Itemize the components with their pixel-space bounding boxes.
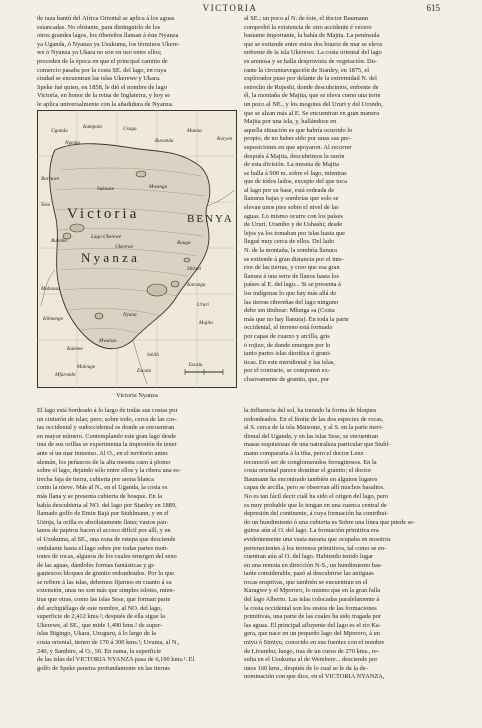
text-line: al S. cerca de la isla Maisome, y al S. en la parte meri- [244,424,384,432]
text-line: de las islas del VICTORIA NYANZA pasa de 6,100 kms.². El [37,656,195,664]
text-line: propio, de no haber sido por unas sus pre- [244,135,352,143]
region-label: BENYA [187,213,234,225]
lake-map [37,110,237,388]
place-label: Lago Ukerewe [91,234,122,240]
page-number: 615 [426,3,440,13]
text-line: rior de las tierras, y creo que esa gran [244,264,340,272]
text-line: por el contrario, se componen ex- [244,367,330,375]
text-line: de Livumbu; luego, tras de un curso de 270 kms., re- [244,647,380,655]
text-line: del lago Alberto. Las islas colocadas paralelamente á [244,596,380,604]
text-line: suposiciones en que apoyaron. Al recorrer [244,143,352,151]
text-line: de Ururi, Urambo y de Ushashi; desde [244,221,343,229]
text-line: trecha faja de tierra, cubierta por arena blanca [37,475,155,483]
text-line: aquella situación es que habría ocurrido lo [244,126,353,134]
text-line: costa oriental, tienen de 170 á 300 kms.²; Uvuma, al N., [37,639,180,647]
text-line: we ó Nyanza ya Ukara no son en uso entre ellos; [37,49,162,57]
text-line: do un hundimiento ó una cubierta es Sobre una línea que puede se- [244,518,416,526]
place-label: Ngoma [65,140,80,146]
text-line: tones de rocas, algunos de los cuales emergen del seno [37,553,177,561]
place-label: Shirati [187,266,202,272]
text-line: primitivas, una parte de las cuales ha sido tragada por [244,613,381,621]
place-label: Uganda [51,128,68,134]
text-line: tras que otras, como las islas Sese, que forman parte [37,596,171,604]
text-line: Majita por una isla, y, hallándose en [244,118,337,126]
place-label: Majita [199,320,213,326]
text-line: tas occidental y sudoccidental es donde se encuentran [37,424,175,432]
text-line: que se extiende entre estos dos brazos de mar se eleva [244,40,383,48]
text-line: islas Bigingo, Ukara, Uzuguru, á lo largo de la [37,630,156,638]
text-line: capas de arcilla, pero se observan allí muchos basaltos. [244,484,385,492]
place-label: Koryen [217,136,233,142]
text-line: ondulante hasta el lago sobre por todas partes mon- [37,544,169,552]
text-line: nominación con que dice, en el VICTORIA NYANZA, [244,673,385,681]
map-caption: Victoria Nyanza [116,392,158,399]
text-line: Usinja, la orilla es absolutamente llana; vastos pan- [37,518,169,526]
text-line: guirse aún al O. del lago. La formación primitiva era [244,527,379,535]
text-line: se halla á 900 m. sobre el lago, mientras [244,169,347,177]
text-column-top-right [244,15,444,403]
text-line: sulta en el Usukuma al de Wembere... desciende por [244,656,378,664]
place-label: Sukause [97,186,114,192]
text-line: llamado golfo de Emin Bajá por Stuhlmann, y en el [37,510,169,518]
text-line: llanuras bajas y sombrías que solo se [244,195,339,203]
text-line: ticas. En este meridional y las islas, [244,358,335,366]
place-label: Mwanza [99,338,117,344]
text-line: cuentran aún al O. del lago. Habiendo tenido lugar [244,553,374,561]
scale-label: Escala [189,363,203,368]
text-line: ó rojizo, de donde emergen por lo [244,341,331,349]
text-line: miyu ó Simiyu, conocido en sus fuentes con el nombre [244,639,385,647]
text-line: como la nieve. Más al N., en el Uganda, la costa es [37,484,168,492]
place-label: Kuleme [67,346,83,352]
text-line: redondeados. En el límite de las dos especies de rocas, [244,415,384,423]
page-header [28,3,440,15]
text-line: otros grandes lagos, los ribereños llaman á éste Nyanza [37,32,179,40]
text-line: bahía descubierta al NO. del lago por Stanley en 1889, [37,501,177,509]
place-label: Bukoba [51,238,67,244]
text-line: El lago está bordeado á lo largo de todas sus costas por [37,407,178,414]
text-line: bastante importante, la bahía de Majita. La península [244,32,380,40]
text-line: de raza bantú del África Oriental se aplica á los aguas [37,15,175,22]
text-line: 240, y Sanibire, al O., 56. En suma, la superficie [37,647,162,655]
text-column-top-left [37,15,230,108]
text-line: ciudad se encuentran las islas Ukerewe y Ukara. [37,75,161,83]
text-line: que se alzan más al E. Se encuentran en gran manera [244,109,380,117]
text-line: extensión, unas no son más que simples islotes, mien- [37,587,175,595]
text-line: países al E. del lago... Si se presenta á [244,281,341,289]
text-line: superficie de 2,412 kms.²; después de ella sigue la [37,613,165,621]
place-label: Kampala [83,124,103,130]
text-line: un poco al NE., y los mogotes del Ururi y del Urondo, [244,100,383,108]
text-line: Baumann ha encontrado también en algunos lugares [244,475,378,483]
text-line: pertenecientes á los terrenos primitivos, tal como se en- [244,544,387,552]
text-line: ya Uganda, ó Nyanza ya Usukuma, los términos Ukere- [37,40,180,48]
text-line: proceden de la época en que el principal camino de [37,57,168,65]
place-label: Sese [41,202,51,208]
text-line: Karagwe y el Mpororo, lo mismo que en la gran falla [244,587,381,595]
text-line: masas esquistosas de una naturaleza particular que Stuhl- [244,441,391,449]
text-line: unos 160 kms., después de lo cual se le da la de- [244,664,368,672]
text-line: golfo de Speke penetra profundamente en las tierras [37,664,170,672]
text-line: el Uzukuma, al SE., una zona de estepa que desciende [37,535,176,543]
text-line: evidentemente una vasta meseta que ocupaba en nosotros [244,535,391,543]
text-line: llegué muy cerca de ellos. Del lado [244,238,334,246]
text-line: por capas de cuarzo y arcilla, gris [244,332,330,340]
text-line: mann compararía á la tiba, pero el doctor Lenz [244,449,364,457]
text-line: costa oriental parece dominar el granito; el doctor [244,467,372,475]
place-label: Smith [147,352,159,358]
text-line: se extiende á gran distancia por el inte- [244,255,344,263]
text-line: reconoció ser de conglomerados ferruginosos. En la [244,458,377,466]
text-line: una de sus orillas se experimenta la impresión de tener [37,441,177,449]
text-line: dional del Uganda, y en las islas Sese, se encuentran [244,432,378,440]
place-label: Usoga [123,126,137,132]
place-label: Ururi [197,302,209,308]
text-line: rocas eruptivas, que también se encuentran en el [244,578,368,586]
text-column-bottom-right [244,407,444,723]
lake-map-drawing [37,110,237,388]
text-line: las aguas. El principal afluyente del lago es el río Ka- [244,621,381,629]
text-line: los indígenas lo que hay más allá de [244,290,337,297]
text-line: comprobó la existencia de otro accidente é vecero [244,23,372,31]
text-line: que de todos lados, excepto del que toca [244,178,347,186]
place-label: Mwanga [149,184,168,190]
text-line: gera, que nace en un pequeño lago del Mpororo, á un [244,630,380,638]
text-line: de las aguas, dándoles formas fantásticas y gi- [37,561,156,569]
text-line: estancadas. No obstante, para distinguirlo de los [37,23,161,31]
place-label: Ukerewe [115,244,134,250]
text-line: él, la montaña de Majita, que se eleva como una torre [244,92,381,100]
text-line: sobre el lago, dejando sólo entre ellos y la ribera una es- [37,467,181,475]
place-label: Burruwe [41,176,60,182]
text-line: las tierras ribereñas del lago ninguno [244,298,339,306]
text-line: es arenosa y se halla desprovista de vegetación. Du- [244,57,377,65]
text-line: llanura á una serie de llanos hasta los [244,272,339,280]
text-line: Victoria, en honor de la reina de Inglaterra, y hoy se [37,92,171,100]
water-label-nyanza: N y a n z a [81,250,137,265]
place-label: Kilmengo [43,316,64,322]
text-line: un cinturón de islas; pero, sobre todo, cerca de las cos- [37,415,177,423]
text-line: lejos ya los tomaban por islas hasta que [244,229,345,237]
text-line: se refiere á las islas, debemos fijarnos en cuanto á su [37,578,172,586]
place-label: Ruvanda [155,138,174,144]
text-line: le aplica universalmente con la añadidura de Nyanza. [37,100,174,108]
text-line: depresión del continente, á cuya formación ha contribui- [244,510,389,518]
text-line: rante la circunnavegación de Stanley, en 1875, el [244,66,370,74]
text-line: explorador puso por delante de la extremidad N. del [244,75,377,83]
text-line: es muy probable que lo tengan en una cuenca central de [244,501,387,509]
text-line: en una remota en dirección N-S., un hundimiento bas- [244,561,383,569]
place-label: Mumia [187,128,202,134]
text-line: No es tan fácil decir cuál ha sido el origen del lago, pero [244,492,389,500]
text-line: más llana y se presenta cubierta de bosque. En la [37,492,162,500]
text-line: ante sí un mar inmenso. Al O., en el territorio antes [37,449,168,457]
running-title: VICTORIA [202,3,258,13]
text-line: tante considerable, pasó al descubrirse las antiguas [244,570,374,578]
text-line: la influencia del sol, ha tomado la forma de bloques [244,407,377,414]
place-label: Escala [137,368,152,374]
place-label: Muhassu [41,286,60,292]
text-line: de esta división. La meseta de Majita [244,161,339,169]
text-line: al lago por su base, está rodeada de [244,186,335,194]
text-line: la costa occidental son los restos de las formaciones [244,604,377,612]
text-line: Ukerewe, al SE., que mide 1,490 kms.² de super- [37,621,163,629]
text-line: del archipiélago de este nombre, al NO. del lago, [37,604,163,612]
text-line: estrecho de Rujeshi, donde descubrimos, enfrente de [244,83,379,91]
water-label-victoria: Victoria [67,206,140,222]
text-column-bottom-left [37,407,234,723]
text-line: gantescos bloques de granito redondeados. Por lo que [37,570,175,578]
text-line: aguas. Lo mismo ocurre con los países [244,212,343,220]
text-line: después á Majita, descubrimos la razón [244,152,345,160]
text-line: alemán, los peñascos de la alta meseta caen á plomo [37,458,171,466]
text-line: Speke fué quien, en 1858, le dió el nombre de lago [37,83,167,91]
text-line: clusivamente de granito, que, por [244,375,330,383]
text-line: debe sin titubear: Mlunga sa (Costa [244,307,335,315]
text-line: elevan unos pies sobre el nivel de las [244,204,339,212]
text-line: más que no hay llanura). En toda la parte [244,315,349,323]
place-label: Mfarombi [55,372,76,378]
text-line: comercio pasaba por la costa SE. del lago, en cuya [37,66,167,74]
place-label: Karungu [187,282,206,288]
place-label: Rouga [177,240,191,246]
place-label: Maleuge [77,364,96,370]
text-line: al SE.; un poco al N. de éste, el doctor Baumann [244,15,369,22]
text-line: tanto partes islas diorítica ó grani- [244,350,332,358]
text-line: tanos de papiros hacen el acceso difícil por allí, y en [37,527,171,535]
place-label: Nyana [123,312,137,318]
text-line: enfrente de la isla Ukerewe. La costa oriental del lago [244,49,382,57]
text-line: N. de la montaña, la sombría llanura [244,247,337,255]
text-line: en mayor número. Contemplando este gran lago desde [37,432,177,440]
text-line: occidental, el terreno está formado [244,324,333,332]
